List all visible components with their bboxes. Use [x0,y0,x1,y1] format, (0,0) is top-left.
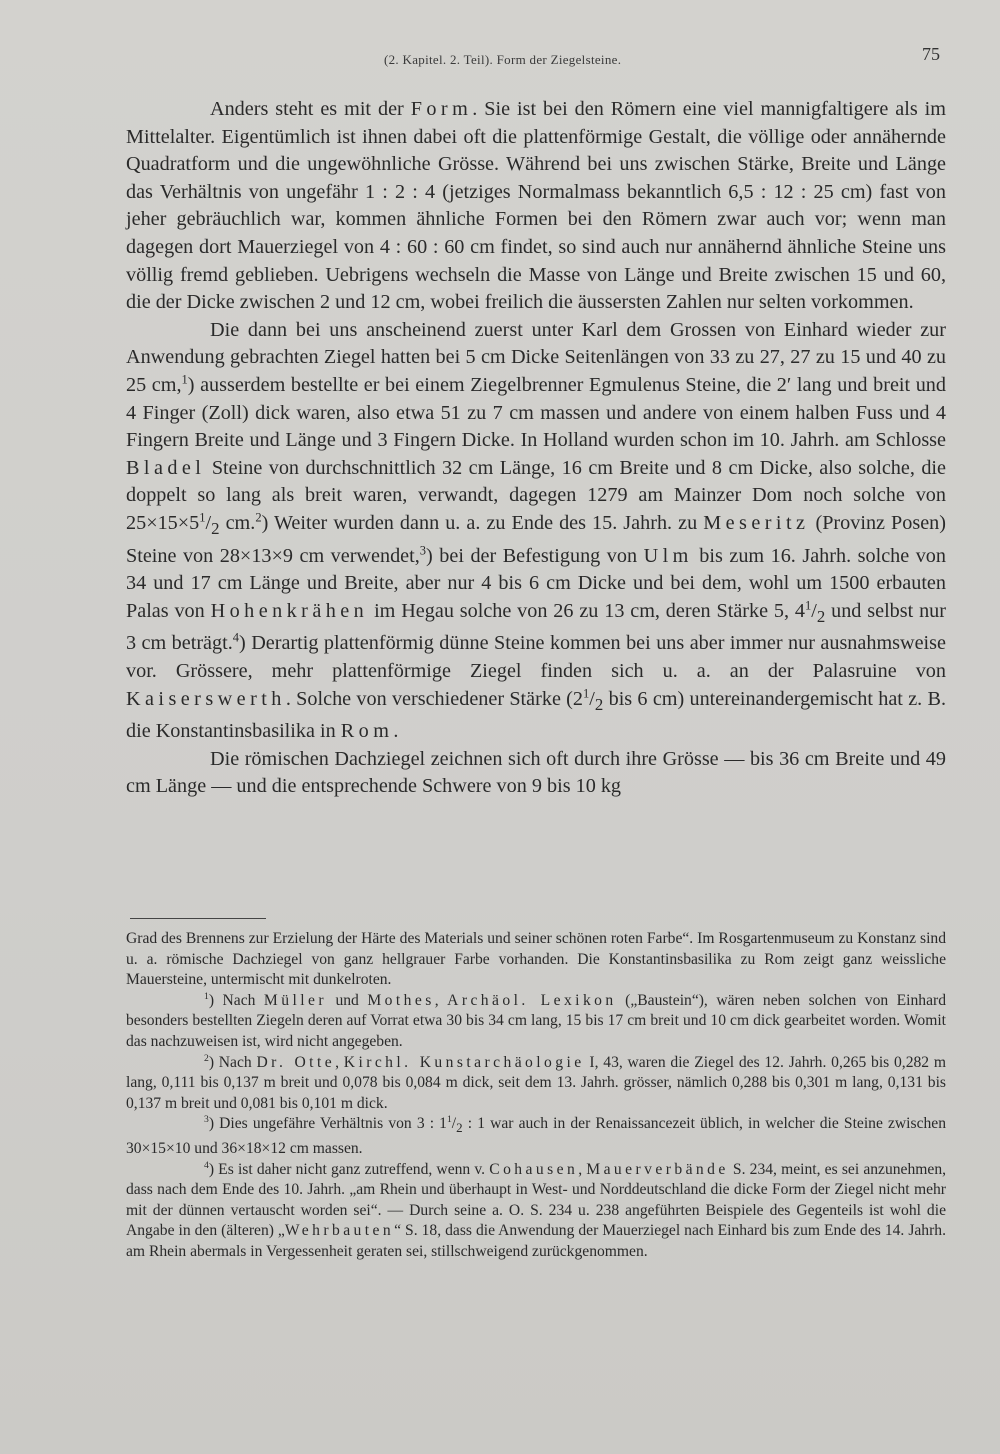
footnote-rule [130,918,266,919]
text-run: Anders steht es mit der [210,98,411,120]
text-run: : 1 war auch in der Renaissancezeit üblich, in welcher die Steine zwischen 30×15×10 und 36×18×12 cm massen. [126,1115,946,1158]
text-run: bis zum 16. Jahrh. solche von 34 und 17 cm Länge und Breite, aber nur 4 bis 6 cm Dicke und bei dem, wohl um 1500 erbauten Palas von [126,544,946,622]
running-head: (2. Kapitel. 2. Teil). Form der Ziegelsteine. [384,52,622,67]
page-number: 75 [922,44,940,64]
spaced-term: Mauerverbände [586,1160,729,1178]
text-run: , [335,1053,344,1071]
text-run: . Solche von verschiedener Stärke (2 [285,687,584,710]
spaced-term: Ulm [643,544,693,567]
text-run: ) Weiter wurden dann u. a. zu Ende des 15. Jahrh. zu [261,511,704,534]
text-run: ) bei der Befestigung von [426,544,644,567]
footnote-continuation: Grad des Brennens zur Erzielung der Härte des Materials und seiner schönen roten Farbe“. Im Rosgartenmuseum zu Konstanz sind u. a. römische Dachziegel von ganz hellgrauer Farbe vorhanden. Die Konstantinsbasilika zu Rom zeigt ganz weissliche Mauersteine, untermischt mit dunkelroten. [126,930,946,989]
text-run: I, 43, waren die Ziegel des 12. Jahrh. 0,265 bis 0,282 m lang, 0,111 bis 0,137 m breit und 0,078 bis 0,084 m dick, seit dem 13. Jahrh. grösser, nämlich 0,288 bis 0,301 m lang, 0,131 bis 0,137 m breit und 0,081 bis 0,101 m dick. [126,1053,946,1112]
main-text [126,96,946,801]
footnote-2 [126,1053,946,1115]
footnote-number: 2 [204,1052,209,1064]
text-run: ) Nach [208,991,264,1009]
footnote-ref: 4 [232,630,240,645]
text-run: , [578,1160,587,1178]
spaced-term: Kaiserswerth [126,687,286,710]
fraction-denominator: 2 [594,694,604,714]
text-run: ) ausserdem bestellte er bei einem Ziegelbrenner Egmulenus Steine, die 2′ lang und breit und 4 Finger (Zoll) dick waren, also etwa 51 zu 7 cm massen und andere von einem halben Fuss und 4 Fingern Breite und Länge und 3 Fingern Dicke. In Holland wurden schon im 10. Jahrh. am Schlosse [126,373,946,452]
text-run: ) Derartig plattenförmig dünne Steine kommen bei uns aber immer nur ausnahmsweise vor. Grössere, mehr plattenförmige Ziegel finden sich u. a. an der Palasruine von [126,632,946,682]
footnotes [126,929,946,1263]
text-run: . [393,720,399,743]
spaced-term: Wehrbauten [284,1222,395,1240]
fraction-denominator: 2 [456,1120,463,1136]
paragraph: Die römischen Dachziegel zeichnen sich oft durch ihre Grösse — bis 36 cm Breite und 49 cm Länge — und die entsprechende Schwere von 9 bis 10 kg [126,747,946,798]
spaced-term: Archäol. Lexikon [447,991,617,1009]
text-run: . Sie ist bei den Römern eine viel mannigfaltigere als im Mittelalter. Eigentümlich ist ihnen dabei oft die plattenförmige Gestalt, die völlige oder annähernde Quadratform und die ungewöhnliche Grösse. Während bei uns zwischen Stärke, Breite und Länge das Verhältnis von ungefähr 1 : 2 : 4 (jetziges Normalmass bekanntlich 6,5 : 12 : 25 cm) fast von jeher gebräuchlich war, kommen ähnliche Formen bei den Römern zwar auch vor; wenn man dagegen dort Mauerziegel von 4 : 60 : 60 cm findet, so sind auch nur annähernd ähnliche Steine uns völlig fremd geblieben. Uebrigens wechseln die Masse von Länge und Breite zwischen 15 und 60, die der Dicke zwischen 2 und 12 cm, wobei freilich die äussersten Zahlen nur selten vorkommen. [126,98,946,314]
text-run: und [326,991,368,1009]
text-run: im Hegau solche von 26 zu 13 cm, deren Stärke 5, 4 [368,599,805,622]
spaced-term: Form [410,98,473,120]
footnote-4 [126,1160,946,1263]
fraction-slash: / [205,511,212,534]
fraction-numerator: 1 [199,510,206,525]
fraction-slash: / [811,599,817,622]
footnote-3 [126,1114,946,1159]
text-run: ) Dies ungefähre Verhältnis von 3 : 1 [208,1115,447,1133]
spaced-term: Hohenkrähen [210,599,369,622]
paragraph [126,96,946,317]
spaced-term: Mothes [367,991,435,1009]
text-run: S. 234, meint, es sei anzunehmen, dass nach dem Ende des 10. Jahrh. „am Rhein und überhaupt in West- und Norddeutschland die dicke Form der Ziegel nicht mehr mit der dünnen vertauscht worden sei“. — Durch seine a. O. S. 234 u. 238 angeführten Beispiele des Gegenteils ist wohl die Angabe in den (älteren) „ [126,1160,947,1240]
footnote-ref: 1 [181,372,188,387]
text-run: („Baustein“), wären neben solchen von Einhard besonders bestellten Ziegeln deren auf Vorrat etwa 30 bis 34 cm lang, 15 bis 17 cm breit und 10 cm dick gearbeitet worden. Womit das nachzuweisen ist, wird nicht angegeben. [126,991,947,1050]
paragraph [126,317,946,746]
text-run: , [434,991,448,1009]
fraction-denominator: 2 [211,518,220,538]
spaced-term: Rom [340,720,394,743]
fraction-slash: / [589,687,595,710]
text-run: Steine von durchschnittlich 32 cm Länge, 16 cm Breite und 8 cm Dicke, also solche, die doppelt so lang als breit waren, verwandt, dagegen 1279 am Mainzer Dom noch solche von 25×15×5 [126,456,946,534]
footnote-ref: 3 [419,542,427,557]
text-run: und selbst nur 3 cm beträgt. [126,599,946,655]
spaced-term: Bladel [126,456,206,479]
spaced-term: Cohausen [489,1160,579,1178]
spaced-term: Kirchl. Kunstarchäologie [343,1053,585,1071]
footnote-ref: 2 [255,510,262,525]
fraction-denominator: 2 [816,606,826,626]
footnote-number: 4 [204,1159,209,1171]
fraction-numerator: 1 [446,1114,452,1126]
text-run: ) Nach [208,1053,257,1071]
spaced-term: Müller [263,991,327,1009]
fraction-numerator: 1 [804,597,812,612]
fraction-numerator: 1 [583,685,590,700]
text-run: (Provinz Posen) Steine von 28×13×9 cm verwendet, [126,511,946,567]
spaced-term: Meseritz [703,511,810,534]
text-run: Die dann bei uns anscheinend zuerst unter Karl dem Grossen von Einhard wieder zur Anwendung gebrachten Ziegel hatten bei 5 cm Dicke Seitenlängen von 33 zu 27, 27 zu 15 und 40 zu 25 cm, [126,318,946,396]
footnote-number: 3 [204,1114,209,1126]
fraction-slash: / [451,1115,457,1133]
footnote-1 [126,991,946,1053]
text-run: ) Es ist daher nicht ganz zutreffend, wenn v. [208,1160,490,1178]
footnote-number: 1 [204,990,209,1002]
text-run: cm. [219,511,256,534]
text-run: bis 6 cm) untereinandergemischt hat z. B. die Konstantinsbasilika in [126,687,947,743]
spaced-term: Dr. Otte [256,1053,336,1071]
text-run: “ S. 18, dass die Anwendung der Mauerziegel nach Einhard bis zum Ende des 14. Jahrh. am Rhein abermals in Vergessenheit geraten sei, stillschweigend zurückgenommen. [126,1222,946,1261]
